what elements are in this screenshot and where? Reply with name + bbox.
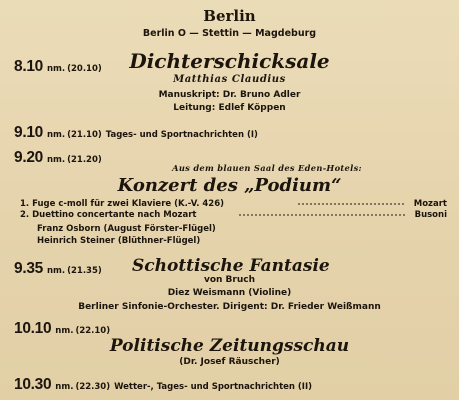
time-slot-5	[14, 318, 110, 338]
time-suffix: nm.	[46, 130, 66, 140]
composer: Mozart	[413, 199, 447, 209]
program-subtitle-4: von Bruch	[203, 275, 256, 285]
credit-line: Berliner Sinfonie-Orchester. Dirigent: Dr. Frieder Weißmann	[78, 302, 381, 312]
station-city: Berlin	[203, 7, 256, 25]
program-title-1: Dichterschicksale	[129, 49, 330, 73]
program-item	[20, 199, 447, 210]
alt-time: (20.10)	[67, 64, 102, 74]
leader-dots	[238, 211, 407, 219]
credit-line: Leitung: Edlef Köppen	[173, 103, 286, 113]
program-item-label: 2. Duettino concertante nach Mozart	[20, 210, 197, 220]
alt-time: (21.35)	[67, 266, 102, 276]
time: 8.10	[14, 58, 43, 75]
credit-line: Diez Weismann (Violine)	[167, 288, 292, 298]
time-slot-6	[14, 374, 312, 394]
composer: Busoni	[414, 210, 447, 220]
program-item	[20, 210, 447, 221]
alt-time: (22.30)	[75, 382, 111, 392]
slot-text: Tages- und Sportnachrichten (I)	[105, 130, 258, 140]
time-slot-2	[14, 122, 258, 142]
slot-text: Wetter-, Tages- und Sportnachrichten (II)	[114, 382, 313, 392]
time: 9.35	[14, 260, 43, 277]
program-item-label: 1. Fuge c-moll für zwei Klaviere (K.-V. 426)	[20, 199, 225, 209]
time: 10.30	[14, 376, 52, 393]
time: 9.20	[14, 149, 43, 166]
program-title-3: Konzert des „Podium“	[117, 175, 342, 196]
venue-intro: Aus dem blauen Saal des Eden-Hotels:	[172, 163, 362, 173]
performer: Franz Osborn (August Förster-Flügel)	[37, 224, 216, 234]
time-suffix: nm.	[55, 326, 74, 336]
program-title-4: Schottische Fantasie	[132, 256, 330, 276]
time: 9.10	[14, 124, 43, 141]
time: 10.10	[14, 320, 52, 337]
alt-time: (21.20)	[67, 155, 102, 165]
program-title-5: Politische Zeitungsschau	[109, 336, 350, 356]
credit-line: Manuskript: Dr. Bruno Adler	[158, 90, 301, 100]
program-subtitle-5: (Dr. Josef Räuscher)	[179, 357, 280, 367]
station-route: Berlin O — Stettin — Magdeburg	[142, 28, 317, 39]
time-suffix: nm.	[46, 155, 66, 165]
program-subtitle-1: Matthias Claudius	[173, 74, 286, 85]
performer: Heinrich Steiner (Blüthner-Flügel)	[37, 236, 201, 246]
time-suffix: nm.	[46, 64, 66, 74]
leader-dots	[297, 200, 405, 208]
alt-time: (22.10)	[75, 326, 111, 336]
time-suffix: nm.	[55, 382, 74, 392]
time-suffix: nm.	[46, 266, 66, 276]
alt-time: (21.10)	[67, 130, 102, 140]
